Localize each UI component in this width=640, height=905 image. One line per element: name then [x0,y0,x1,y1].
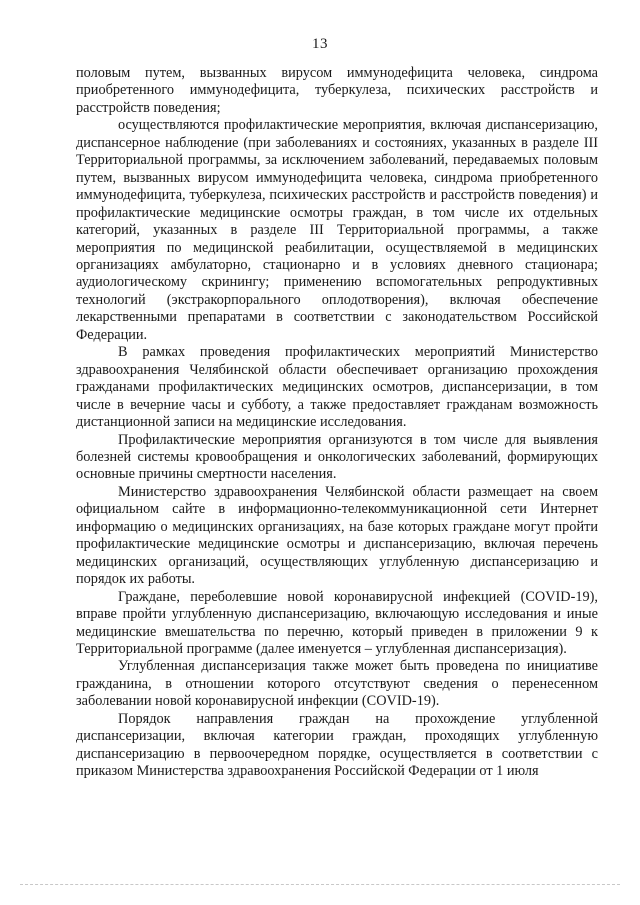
paragraph-covid-dispensarization: Граждане, переболевшие новой коронавирусной инфекцией (COVID-19), вправе пройти углубленную диспансеризацию, включающую исследования и иные медицинские вмешательства по перечню, который приведен в приложении 9 к Территориальной программе (далее именуется – углубленная диспансеризация). [76,588,598,657]
page-bottom-divider [20,884,620,885]
page-number: 13 [312,36,328,52]
paragraph-referral-procedure: Порядок направления граждан на прохождение углубленной диспансеризации, включая категории граждан, проходящих углубленную диспансеризацию в первоочередном порядке, осуществляется в соответствии с приказом Министерства здравоохранения Российской Федерации от 1 июля [76,710,598,780]
paragraph-continuation: половым путем, вызванных вирусом иммунодефицита человека, синдрома приобретенного иммунодефицита, туберкулеза, психических расстройств и расстройств поведения; [76,65,598,116]
paragraph-disease-detection: Профилактические мероприятия организуются в том числе для выявления болезней системы кровообращения и онкологических заболеваний, формирующих основные причины смертности населения. [76,431,598,483]
paragraph-preventive-measures: осуществляются профилактические мероприятия, включая диспансеризацию, диспансерное наблюдение (при заболеваниях и состояниях, указанных в разделе III Территориальной программы, за исключением заболеваний, передаваемых половым путем, вызванных вирусом иммунодефицита человека, синдрома приобретенного иммунодефицита, туберкулеза, психических расстройств и расстройств поведения) и профилактические медицинские осмотры граждан, в том числе их отдельных категорий, указанных в разделе III Территориальной программы, а также мероприятия по медицинской реабилитации, осуществляемой в медицинских организациях амбулаторно, стационарно и в условиях дневного стационара; аудиологическому скринингу; применению вспомогательных репродуктивных технологий (экстракорпорального оплодотворения), включая обеспечение лекарственными препаратами в соответствии с законодательством Российской Федерации. [76,117,598,343]
paragraph-citizen-initiative: Углубленная диспансеризация также может быть проведена по инициативе гражданина, в отношении которого отсутствуют сведения о перенесенном заболевании новой коронавирусной инфекции (COVID-19). [76,658,598,710]
paragraph-website-information: Министерство здравоохранения Челябинской области размещает на своем официальном сайте в информационно-телекоммуникационной сети Интернет информацию о медицинских организациях, на базе которых граждане могут пройти профилактические медицинские осмотры и диспансеризацию, включая перечень медицинских организаций, осуществляющих углубленную диспансеризацию и порядок их работы. [76,483,598,588]
paragraph-ministry-organization: В рамках проведения профилактических мероприятий Министерство здравоохранения Челябинской области обеспечивает организацию прохождения гражданами профилактических медицинских осмотров, диспансеризации, в том числе в вечерние часы и субботу, а также предоставляет гражданам возможность дистанционной записи на медицинские исследования. [76,344,598,431]
document-body [76,65,598,781]
